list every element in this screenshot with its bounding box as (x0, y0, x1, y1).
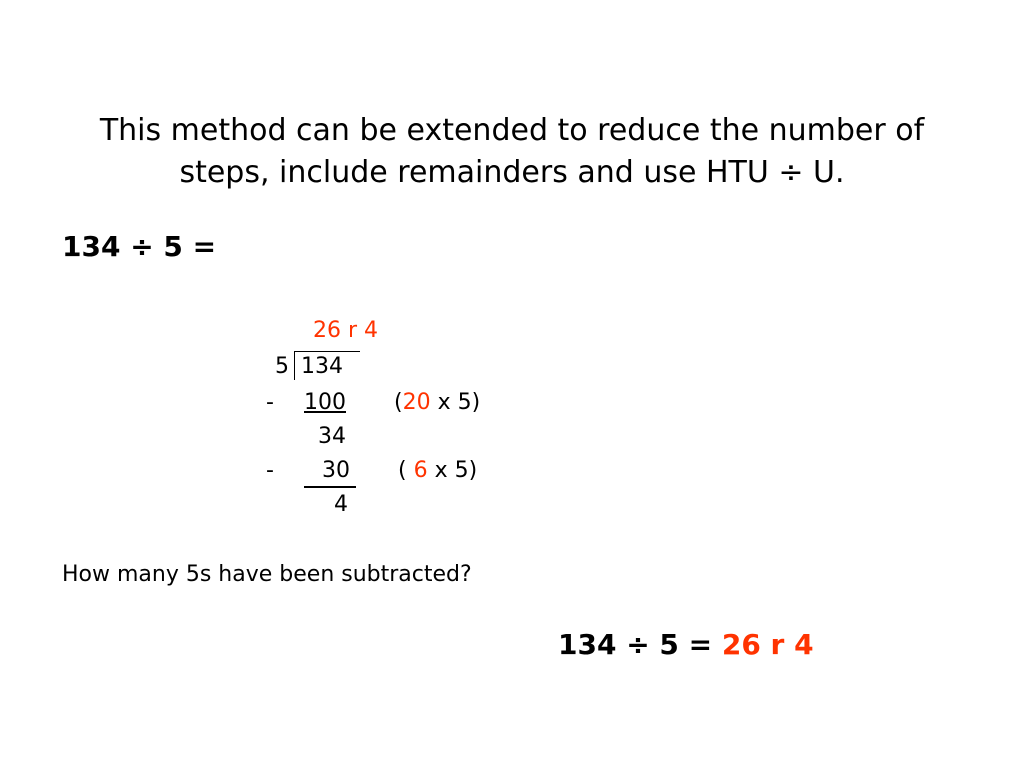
title-line-1: This method can be extended to reduce the number of (99, 113, 925, 148)
slide-title (0, 110, 1024, 194)
quotient: 26 r 4 (313, 318, 379, 343)
step2-note-open: ( (398, 458, 414, 483)
step1-subtracted-value: 100 (304, 390, 346, 415)
step2-note (398, 458, 477, 484)
answer (558, 628, 814, 661)
divisor: 5 (275, 354, 289, 379)
step2-subtracted-value: 30 (322, 458, 350, 483)
division-bracket-vertical (294, 352, 295, 380)
step1-minus: - (266, 390, 274, 415)
title-line-2: steps, include remainders and use HTU ÷ U. (179, 155, 845, 190)
step2-note-rest: x 5) (427, 458, 478, 483)
step1-note-open: ( (394, 390, 403, 415)
step2-note-multiplier: 6 (413, 458, 428, 483)
problem-statement: 134 ÷ 5 = (62, 230, 217, 263)
answer-value: 26 r 4 (721, 628, 814, 661)
final-remainder: 4 (334, 492, 348, 517)
dividend: 134 (301, 354, 343, 379)
step1-note-rest: x 5) (430, 390, 481, 415)
step2-minus: - (266, 458, 274, 483)
step1-note (394, 390, 480, 416)
division-bracket-top (294, 351, 360, 352)
step1-remainder: 34 (318, 424, 346, 449)
answer-prefix: 134 ÷ 5 = (558, 628, 722, 661)
step2-underline (304, 486, 356, 488)
step1-note-multiplier: 20 (402, 390, 431, 415)
question-text: How many 5s have been subtracted? (62, 562, 472, 587)
